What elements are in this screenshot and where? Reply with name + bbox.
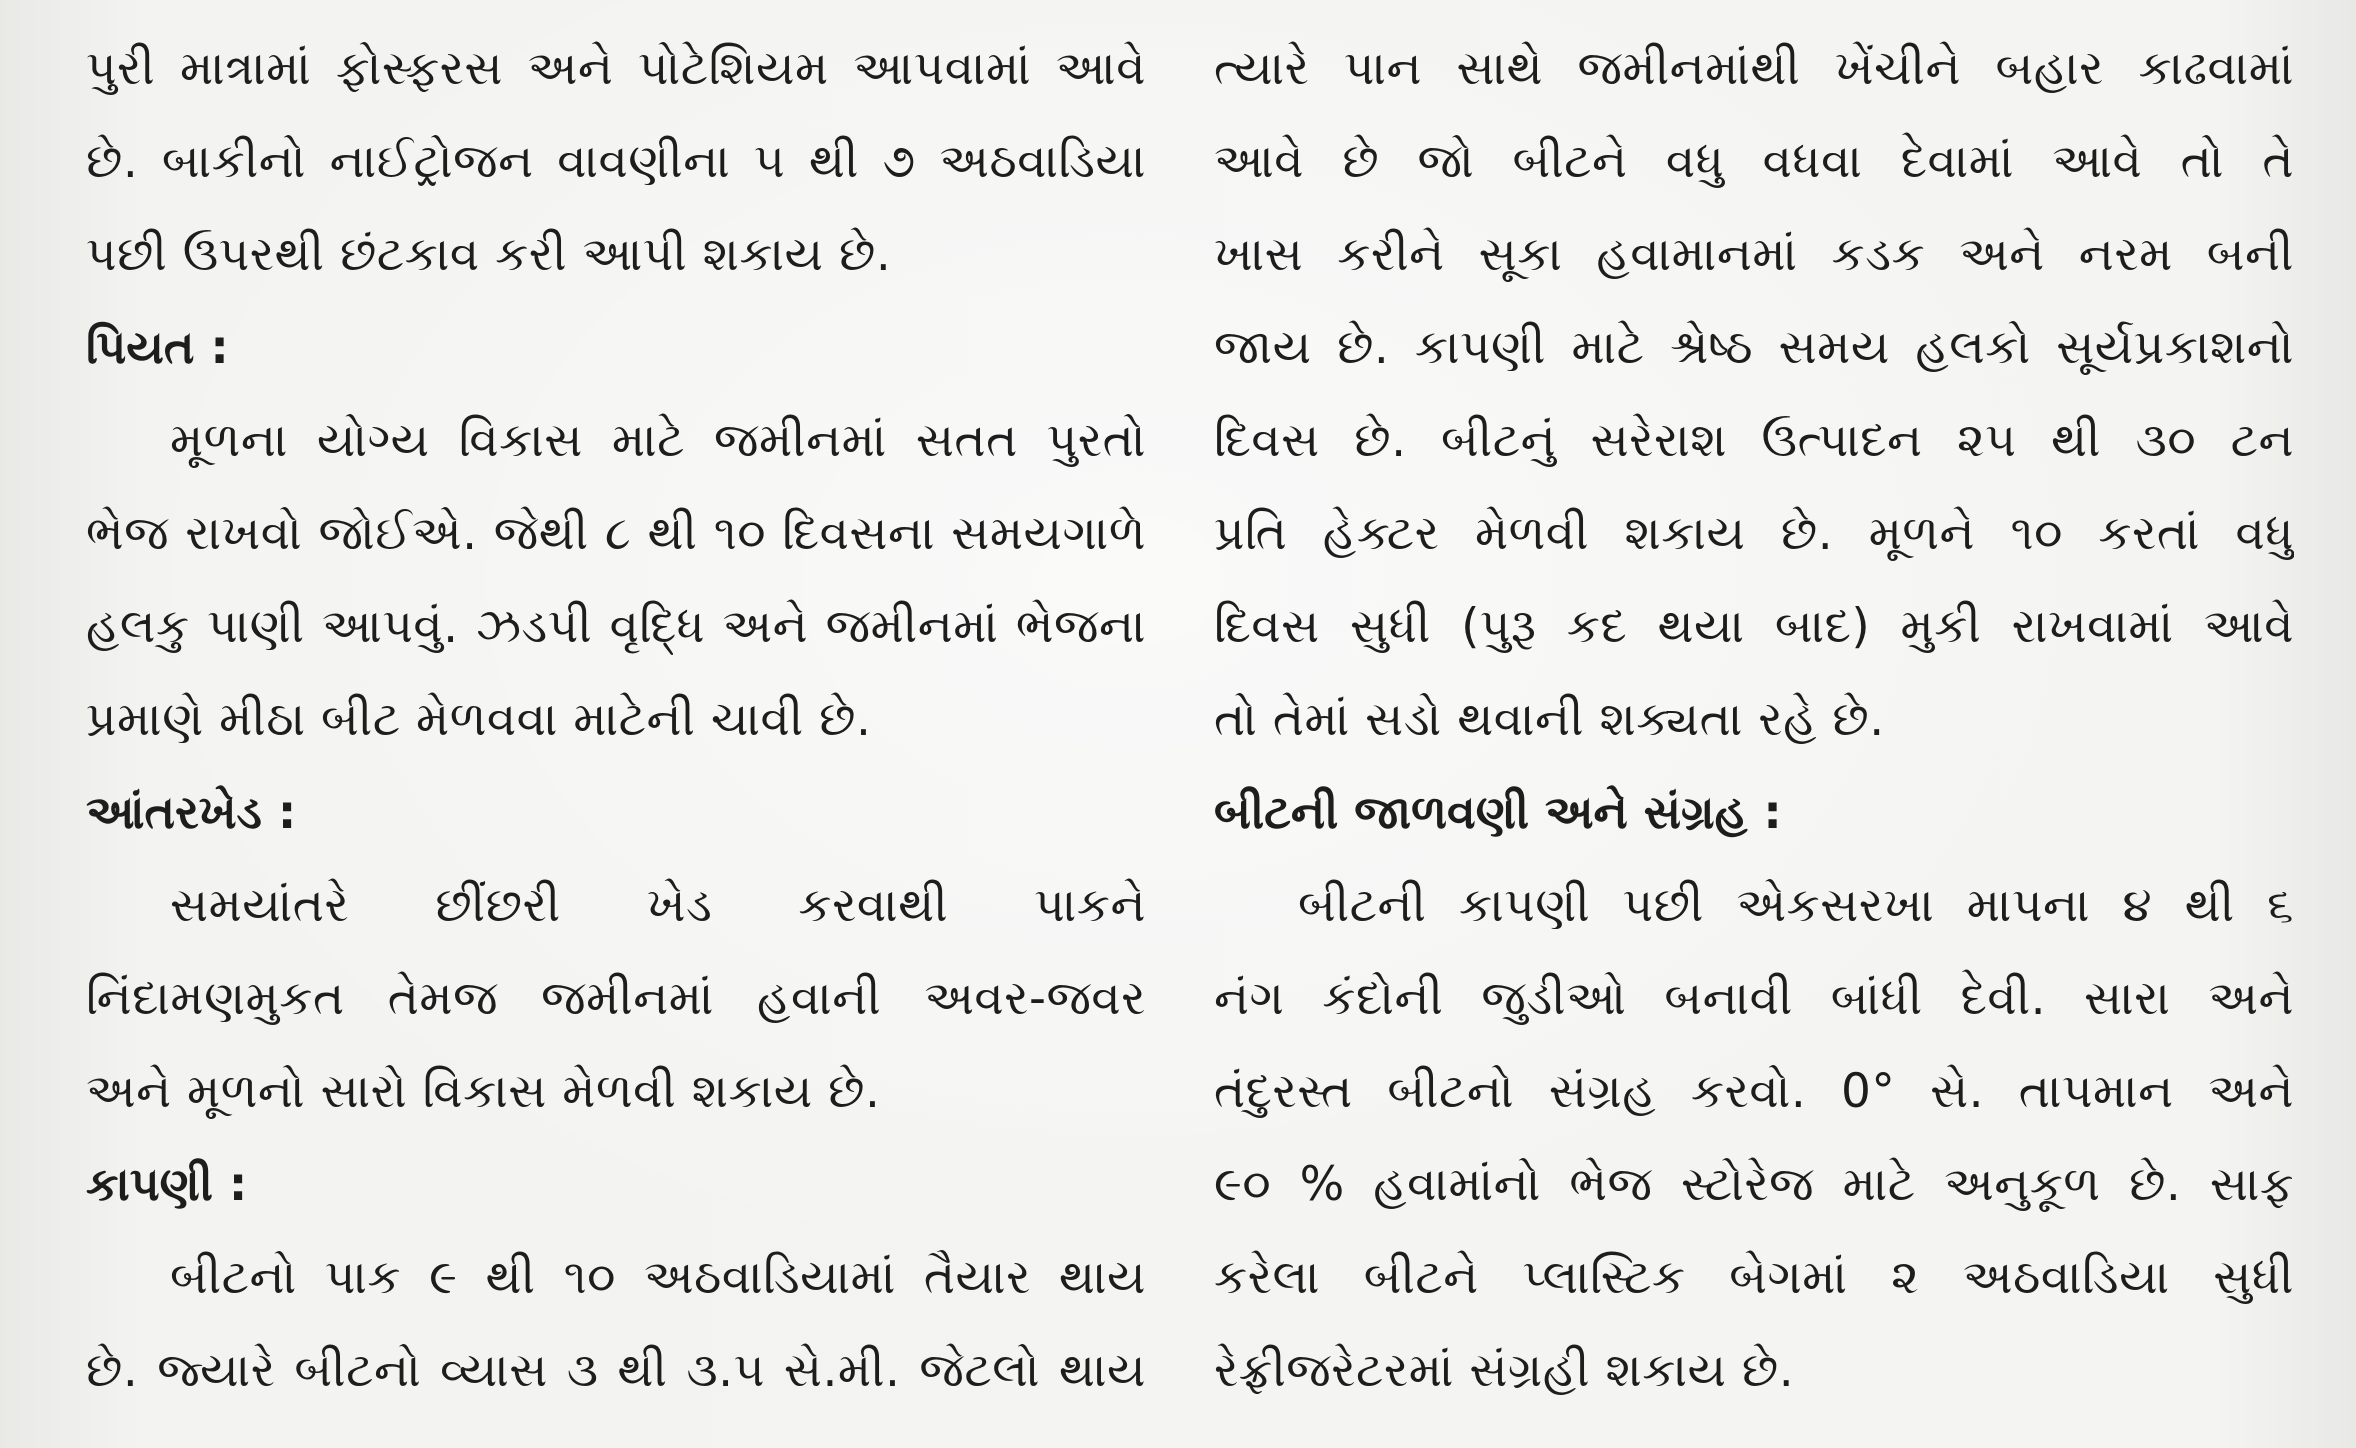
right-text-column bbox=[1214, 22, 2294, 1417]
section-heading-intercultivation: આંતરખેડ : bbox=[86, 785, 297, 839]
text-line: પછી ઉપરથી છંટકાવ કરી આપી શકાય છે. bbox=[86, 227, 892, 282]
left-text-column bbox=[86, 22, 1146, 1417]
text-line: બીટની કાપણી પછી એકસરખા માપના ૪ થી ૬ bbox=[1298, 878, 2294, 933]
text-line: સમયાંતરે છીંછરી ખેડ કરવાથી પાકને bbox=[170, 878, 1146, 933]
text-line: ખાસ કરીને સૂકા હવામાનમાં કડક અને નરમ બની bbox=[1214, 227, 2294, 282]
section-heading-irrigation: પિયત : bbox=[86, 320, 229, 374]
text-line: ૯૦ % હવામાંનો ભેજ સ્ટોરેજ માટે અનુકૂળ છે. સાફ bbox=[1214, 1157, 2294, 1212]
section-heading-storage: બીટની જાળવણી અને સંગ્રહ : bbox=[1214, 785, 1782, 839]
text-line: પુરી માત્રામાં ફોસ્ફરસ અને પોટેશિયમ આપવામાં આવે bbox=[86, 41, 1146, 96]
text-line: નિંદામણમુકત તેમજ જમીનમાં હવાની અવર-જવર bbox=[86, 971, 1146, 1026]
text-line: અને મૂળનો સારો વિકાસ મેળવી શકાય છે. bbox=[86, 1064, 881, 1119]
text-line: તો તેમાં સડો થવાની શક્યતા રહે છે. bbox=[1214, 692, 1885, 747]
text-line: પ્રતિ હેક્ટર મેળવી શકાય છે. મૂળને ૧૦ કરતાં વધુ bbox=[1214, 506, 2294, 561]
text-line: મૂળના યોગ્ય વિકાસ માટે જમીનમાં સતત પુરતો bbox=[170, 413, 1146, 468]
text-line: પ્રમાણે મીઠા બીટ મેળવવા માટેની ચાવી છે. bbox=[86, 692, 872, 747]
text-line: બીટનો પાક ૯ થી ૧૦ અઠવાડિયામાં તૈયાર થાય bbox=[170, 1250, 1146, 1305]
text-line: આવે છે જો બીટને વધુ વધવા દેવામાં આવે તો તે bbox=[1214, 134, 2294, 189]
text-line: હલકુ પાણી આપવું. ઝડપી વૃદ્ધિ અને જમીનમાં ભેજના bbox=[86, 599, 1146, 654]
text-line: છે. જ્યારે બીટનો વ્યાસ ૩ થી ૩.૫ સે.મી. જેટલો થાય bbox=[86, 1343, 1146, 1398]
text-line: ત્યારે પાન સાથે જમીનમાંથી ખેંચીને બહાર કાઢવામાં bbox=[1214, 41, 2294, 96]
text-line: છે. બાકીનો નાઈટ્રોજન વાવણીના ૫ થી ૭ અઠવાડિયા bbox=[86, 134, 1146, 189]
text-line: કરેલા બીટને પ્લાસ્ટિક બેગમાં ૨ અઠવાડિયા સુધી bbox=[1214, 1250, 2294, 1305]
text-line: તંદુરસ્ત બીટનો સંગ્રહ કરવો. 0° સે. તાપમાન અને bbox=[1214, 1064, 2294, 1119]
text-line: દિવસ સુધી (પુરૂ કદ થયા બાદ) મુકી રાખવામાં આવે bbox=[1214, 599, 2294, 654]
text-line: નંગ કંદોની જુડીઓ બનાવી બાંધી દેવી. સારા અને bbox=[1214, 971, 2294, 1026]
text-line: રેફ્રીજરેટરમાં સંગ્રહી શકાય છે. bbox=[1214, 1343, 1795, 1398]
text-line: દિવસ છે. બીટનું સરેરાશ ઉત્પાદન ૨૫ થી ૩૦ ટન bbox=[1214, 413, 2294, 468]
text-line: જાય છે. કાપણી માટે શ્રેષ્ઠ સમય હલકો સૂર્યપ્રકાશનો bbox=[1214, 320, 2294, 375]
section-heading-harvesting: કાપણી : bbox=[86, 1157, 248, 1211]
text-line: ભેજ રાખવો જોઈએ. જેથી ૮ થી ૧૦ દિવસના સમયગાળે bbox=[86, 506, 1146, 561]
